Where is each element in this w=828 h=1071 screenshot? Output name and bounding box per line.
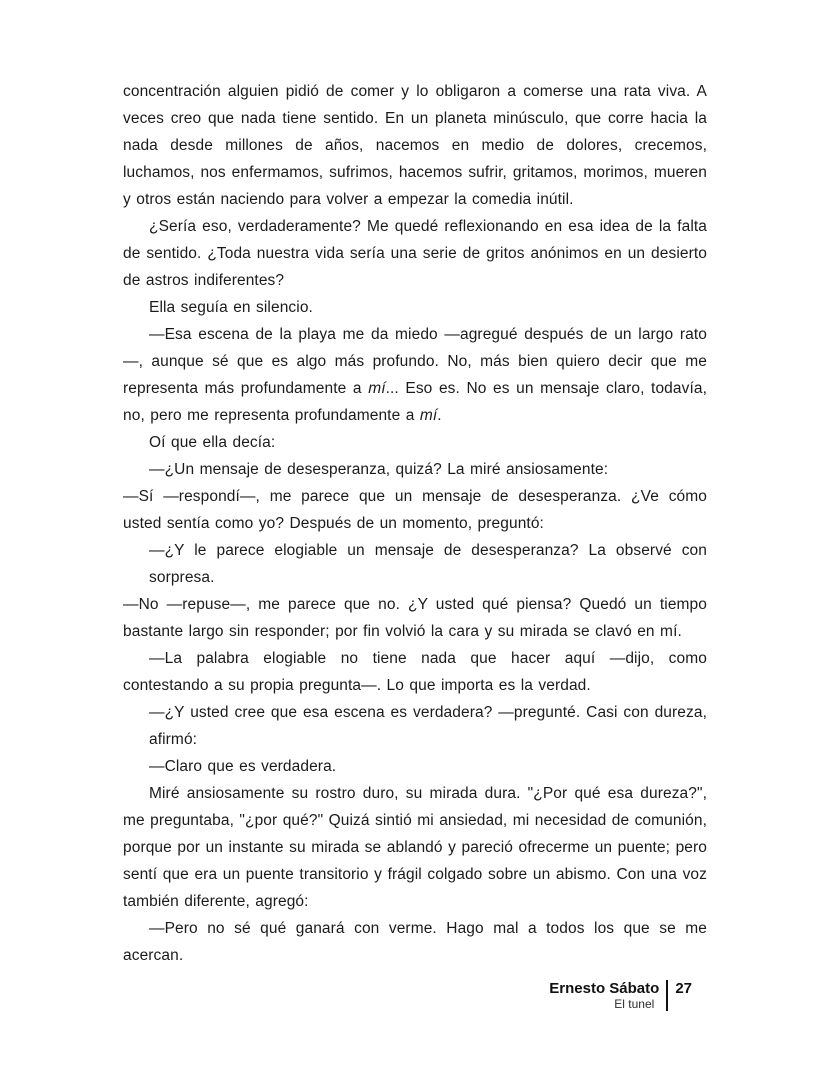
paragraph (123, 321, 707, 429)
paragraph (149, 699, 707, 753)
text-segment: Miré ansiosamente su rostro duro, su mirada dura. "¿Por qué esa dureza?", me preguntaba, "¿por qué?" Quizá sintió mi ansiedad, mi necesidad de comunión, porque por un instante su mirada se ablandó y pareció ofrecerme un puente; pero sentí que era un puente transitorio y frágil colgado sobre un abismo. Con una voz también diferente, agregó: (123, 785, 707, 910)
paragraph (123, 483, 707, 537)
text-segment: Ella seguía en silencio. (149, 299, 313, 316)
text-segment: concentración alguien pidió de comer y lo obligaron a comerse una rata viva. A veces creo que nada tiene sentido. En un planeta minúsculo, que corre hacia la nada desde millones de años, nacemos en medio de dolores, crecemos, luchamos, nos enfermamos, sufrimos, hacemos sufrir, gritamos, morimos, mueren y otros están naciendo para volver a empezar la comedia inútil. (123, 83, 707, 208)
text-segment: —¿Y le parece elogiable un mensaje de desesperanza? La observé con sorpresa. (149, 542, 707, 586)
text-segment: —¿Un mensaje de desesperanza, quizá? La miré ansiosamente: (149, 461, 609, 478)
author-name: Ernesto Sábato (549, 980, 660, 997)
book-title: El tunel (614, 997, 655, 1011)
page-number: 27 (675, 980, 692, 997)
text-segment: —No —repuse—, me parece que no. ¿Y usted qué piensa? Quedó un tiempo bastante largo sin responder; por fin volvió la cara y su mirada se clavó en mí. (123, 596, 707, 640)
text-segment: —Sí —respondí—, me parece que un mensaje de desesperanza. ¿Ve cómo usted sentía como yo? Después de un momento, preguntó: (123, 488, 707, 532)
paragraph (123, 753, 707, 780)
paragraph (123, 591, 707, 645)
body-text (123, 78, 707, 969)
text-segment: —La palabra elogiable no tiene nada que hacer aquí —dijo, como contestando a su propia pregunta—. Lo que importa es la verdad. (123, 650, 707, 694)
paragraph (123, 780, 707, 915)
text-segment: . (437, 407, 442, 424)
text-segment: Oí que ella decía: (149, 434, 276, 451)
paragraph (123, 429, 707, 456)
page-footer (549, 980, 692, 1011)
paragraph (123, 78, 707, 213)
paragraph (123, 294, 707, 321)
text-segment: ¿Sería eso, verdaderamente? Me quedé reflexionando en esa idea de la falta de sentido. ¿Toda nuestra vida sería una serie de gritos anónimos en un desierto de astros indiferentes? (123, 218, 707, 289)
footer-left (549, 980, 659, 1011)
paragraph (149, 537, 707, 591)
paragraph (123, 213, 707, 294)
footer-divider (666, 980, 668, 1011)
italic-text: mí (419, 407, 438, 424)
text-segment: ... Eso es. No es un mensaje claro, todavía, no, pero me representa profundamente a (123, 380, 707, 424)
paragraph (123, 645, 707, 699)
text-segment: —Pero no sé qué ganará con verme. Hago mal a todos los que se me acercan. (123, 920, 707, 964)
text-segment: —Esa escena de la playa me da miedo —agregué después de un largo rato—, aunque sé que es algo más profundo. No, más bien quiero decir que me representa más profundamente a (123, 326, 707, 397)
text-segment: —Claro que es verdadera. (149, 758, 337, 775)
footer-row (549, 980, 692, 1011)
italic-text: mí (368, 380, 386, 397)
paragraph (123, 915, 707, 969)
text-segment: —¿Y usted cree que esa escena es verdadera? —pregunté. Casi con dureza, afirmó: (149, 704, 707, 748)
paragraph (123, 456, 707, 483)
